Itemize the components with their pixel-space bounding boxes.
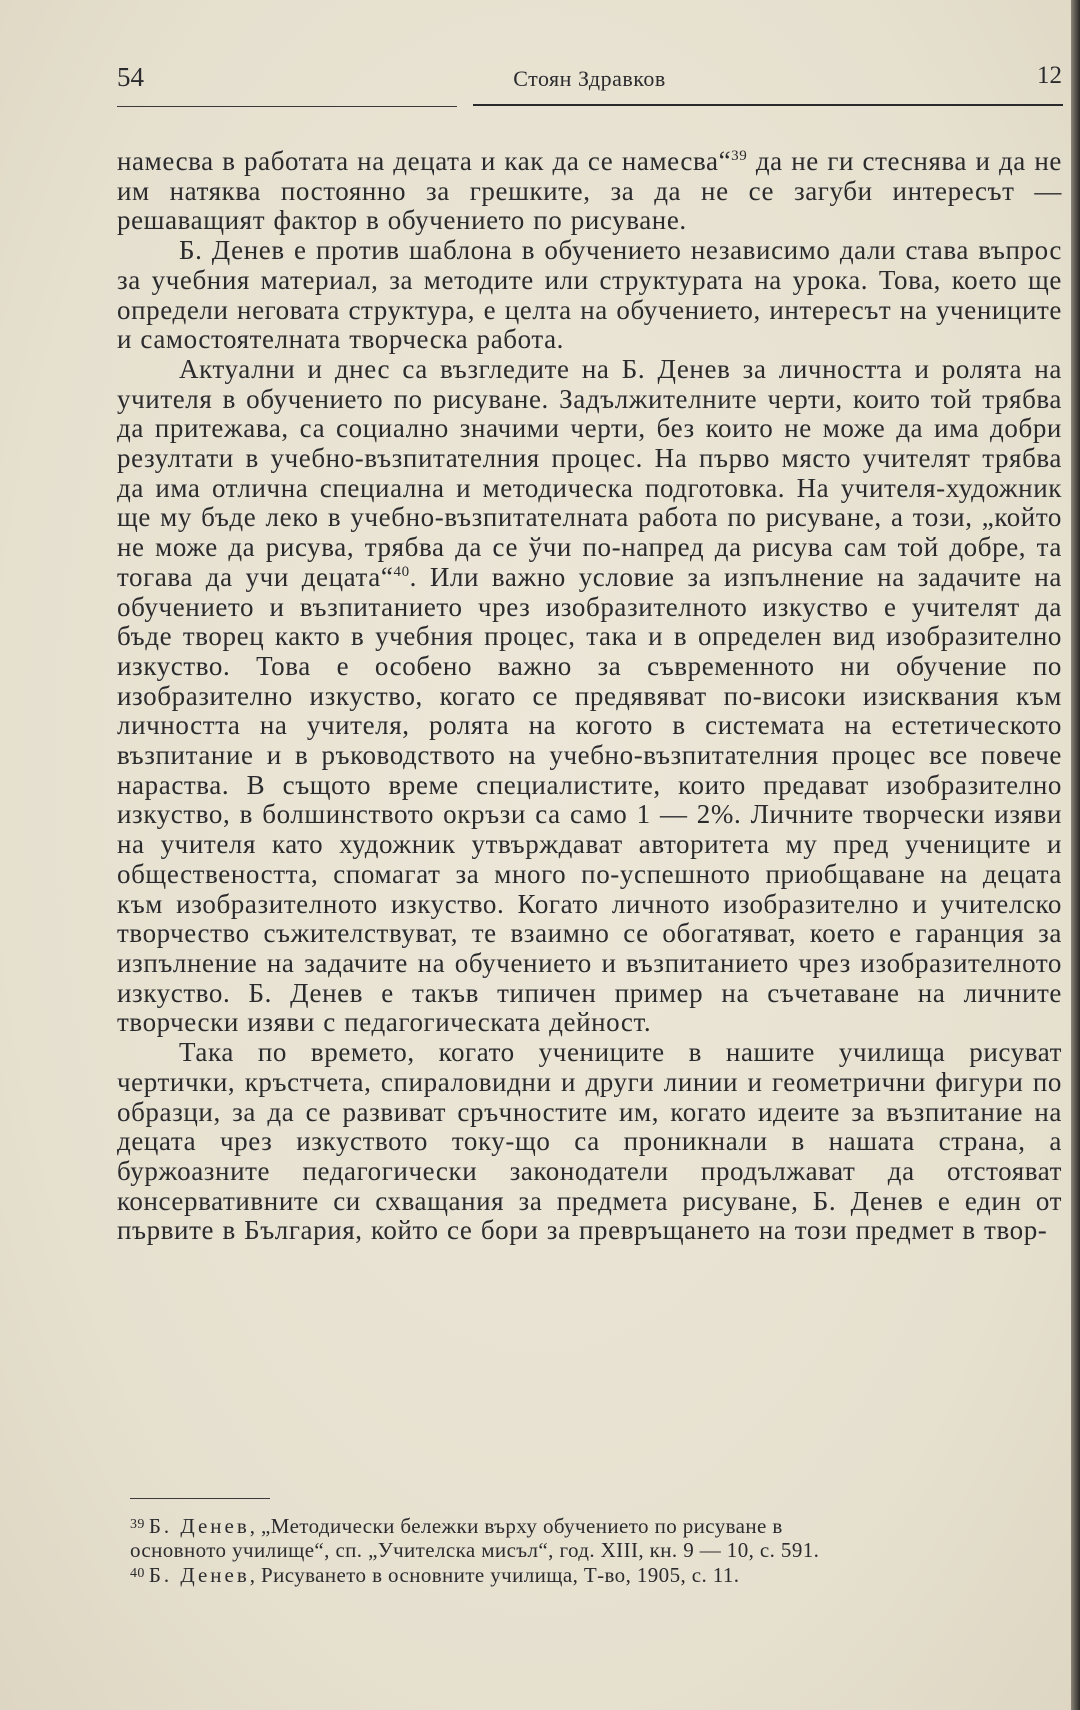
paragraph-1 <box>117 147 1062 236</box>
footnote-number: 39 <box>130 1517 145 1532</box>
page-number: 54 <box>117 62 144 92</box>
paragraph-1-text: намесва в работата на децата и как да се намесва“ <box>117 146 732 176</box>
footnote-text-cont: основното училище“, сп. „Учителска мисъл“, год. XIII, кн. 9 — 10, с. 591. <box>130 1538 820 1562</box>
footnote-author: Б. Денев <box>148 1514 250 1538</box>
paragraph-3 <box>117 355 1062 1038</box>
chapter-mark: 12 <box>1037 62 1062 89</box>
body-text <box>117 147 1062 1246</box>
footnote-text: , „Методически бележки върху обучението по рисуване в <box>249 1514 783 1538</box>
paragraph-3-text-cont: . Или важно условие за изпълнение на задачите на обучението и възпитанието чрез изобразителното изкуство е учителят да бъде творец както в учебния процес, така и в определен вид изобразително изкуство. Това е особено важно за съвременното ни обучение по изобразително изкуство, когато се предявяват по-високи изисквания към личността на учителя, ролята на когото в системата на естетическото възпитание и в ръководството на учебно-възпитателния процес все повече нараства. В същото време специалистите, които предават изобразително изкуство, в болшинството окръзи са само 1 — 2%. Личните творчески изяви на учителя като художник утвърждават авторитета му пред учениците и обществеността, спомагат за много по-успешното приобщаване на децата към изобразителното изкуство. Когато личното изобразително и учителско творчество съжителствуват, те взаимно се обогатяват, което е гаранция за изпълнение на задачите на обучението и възпитанието чрез изобразителното изкуство. Б. Денев е такъв типичен пример на съчетаване на личните творчески изяви с педагогическата дейност. <box>117 561 1063 1038</box>
header-rule-right <box>473 104 1063 106</box>
paragraph-2: Б. Денев е против шаблона в обучението независимо дали става въпрос за учебния материал, за методите или структурата на урока. Това, което ще определи неговата структура, е целта на обучението, интересът на учениците и самостоятелната творческа работа. <box>117 235 1062 355</box>
footnote-text: , Рисуването в основните училища, Т-во, 1905, с. 11. <box>249 1563 740 1587</box>
running-head-author: Стоян Здравков <box>513 66 666 91</box>
footnote-number: 40 <box>130 1566 145 1581</box>
page-header <box>117 62 1062 102</box>
footnotes <box>130 1513 1062 1587</box>
paragraph-1-text-cont: да не ги стеснява и да не им натяква постоянно за грешките, за да не се загуби интересът — решаващият фактор в обучението по рисуване. <box>117 146 1062 236</box>
page-binding-edge <box>1071 0 1080 1710</box>
header-rule-left <box>117 106 457 107</box>
footnote-author: Б. Денев <box>148 1563 250 1587</box>
paragraph-3-text: Актуални и днес са възгледите на Б. Денев за личността и ролята на учителя в обучението по рисуване. Задължителните черти, които той трябва да притежава, са социално значими черти, без които не може да има добри резултати в учебно-възпитателния процес. На първо място учителят трябва да има отлична специална и методическа подготовка. На учителя-художник ще му бъде леко в учебно-възпитателната работа по рисуване, а този, „който не може да рисува, трябва да се ўчи по-напред да рисува сам той добре, та тогава да учи децата“ <box>117 353 1062 592</box>
footnote-39 <box>130 1513 1062 1562</box>
paragraph-4: Така по времето, когато учениците в нашите училища рисуват чертички, кръстчета, спираловидни и други линии и геометрични фигури по образци, за да се развиват сръчностите им, когато идеите за възпитание на децата чрез изкуството току-що са проникнали в нашата страна, а буржоазните педагогически законодатели продължават да отстояват консервативните си схващания за предмета рисуване, Б. Денев е един от първите в България, който се бори за превръщането на този предмет в твор- <box>117 1037 1062 1246</box>
footnote-40 <box>130 1562 1062 1587</box>
footnote-ref-40: 40 <box>393 563 410 580</box>
footnote-ref-39: 39 <box>731 148 748 164</box>
footnote-separator <box>130 1498 270 1499</box>
